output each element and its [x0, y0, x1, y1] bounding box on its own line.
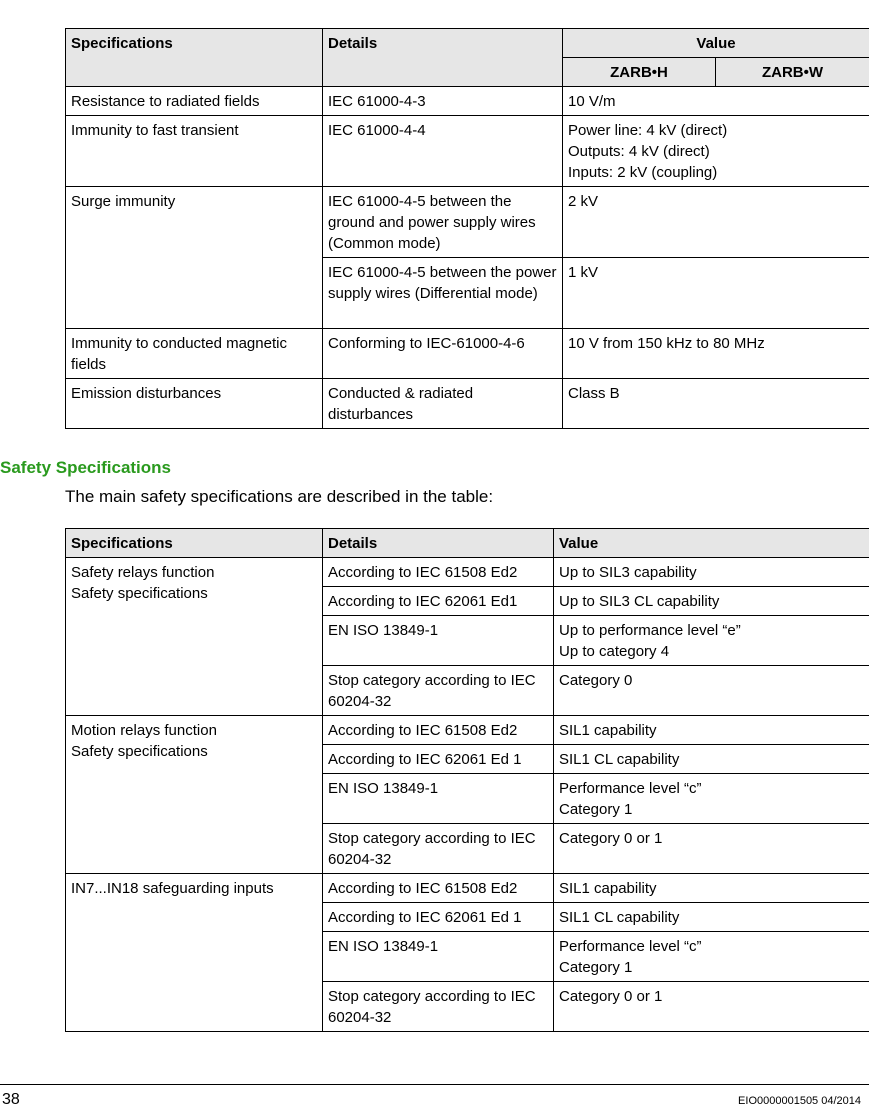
spec-line: Safety specifications [71, 583, 317, 604]
table-row [66, 329, 869, 379]
value-cell: 10 V/m [563, 87, 869, 116]
table-row [66, 716, 869, 745]
header-details: Details [323, 529, 554, 558]
spec-cell [66, 558, 323, 716]
value-cell: Up to SIL3 CL capability [554, 587, 869, 616]
value-cell: SIL1 capability [554, 874, 869, 903]
footer-divider [0, 1084, 869, 1085]
spec-line: IN7...IN18 safeguarding inputs [71, 878, 317, 899]
details-cell: Conforming to IEC-61000-4-6 [323, 329, 563, 379]
spec-cell [66, 716, 323, 874]
value-cell: 10 V from 150 kHz to 80 MHz [563, 329, 869, 379]
value-cell: SIL1 CL capability [554, 745, 869, 774]
spec-cell: Immunity to conducted magnetic fields [66, 329, 323, 379]
spec-line: Safety specifications [71, 741, 317, 762]
value-cell: 1 kV [563, 258, 869, 329]
details-cell: IEC 61000-4-4 [323, 116, 563, 187]
header-details: Details [323, 29, 563, 87]
safety-spec-table [65, 528, 869, 1032]
spec-cell: Emission disturbances [66, 379, 323, 429]
details-cell: IEC 61000-4-5 between the ground and power supply wires (Common mode) [323, 187, 563, 258]
header-value: Value [563, 29, 869, 58]
value-line: Up to category 4 [559, 641, 864, 662]
spec-cell: Resistance to radiated fields [66, 87, 323, 116]
value-cell [563, 116, 869, 187]
spec-cell: Immunity to fast transient [66, 116, 323, 187]
spec-line: Motion relays function [71, 720, 317, 741]
details-cell: EN ISO 13849-1 [323, 932, 554, 982]
table-row [66, 379, 869, 429]
value-cell [554, 932, 869, 982]
section-intro: The main safety specifications are described in the table: [65, 487, 493, 507]
document-reference: EIO0000001505 04/2014 [738, 1095, 861, 1107]
details-cell: According to IEC 61508 Ed2 [323, 874, 554, 903]
details-cell: According to IEC 62061 Ed 1 [323, 903, 554, 932]
details-cell: According to IEC 62061 Ed1 [323, 587, 554, 616]
value-line: Performance level “c” [559, 778, 864, 799]
section-heading: Safety Specifications [0, 458, 171, 478]
details-cell: IEC 61000-4-5 between the power supply wires (Differential mode) [323, 258, 563, 329]
header-specifications: Specifications [66, 29, 323, 87]
details-cell: According to IEC 62061 Ed 1 [323, 745, 554, 774]
table-row [66, 87, 869, 116]
table-row [66, 187, 869, 258]
details-cell: Stop category according to IEC 60204-32 [323, 982, 554, 1032]
value-cell: 2 kV [563, 187, 869, 258]
value-cell: Category 0 [554, 666, 869, 716]
header-value: Value [554, 529, 869, 558]
spec-line: Safety relays function [71, 562, 317, 583]
value-line: Inputs: 2 kV (coupling) [568, 162, 864, 183]
spec-cell [66, 874, 323, 1032]
details-cell: Stop category according to IEC 60204-32 [323, 824, 554, 874]
value-line: Up to performance level “e” [559, 620, 864, 641]
value-cell: SIL1 CL capability [554, 903, 869, 932]
details-cell: Conducted & radiated disturbances [323, 379, 563, 429]
value-cell: Category 0 or 1 [554, 824, 869, 874]
details-cell: EN ISO 13849-1 [323, 774, 554, 824]
value-line: Power line: 4 kV (direct) [568, 120, 864, 141]
value-cell: Class B [563, 379, 869, 429]
table-row [66, 116, 869, 187]
details-cell: Stop category according to IEC 60204-32 [323, 666, 554, 716]
spec-cell: Surge immunity [66, 187, 323, 329]
value-cell: Category 0 or 1 [554, 982, 869, 1032]
emc-spec-table [65, 28, 869, 429]
details-cell: According to IEC 61508 Ed2 [323, 558, 554, 587]
details-cell: IEC 61000-4-3 [323, 87, 563, 116]
value-line: Category 1 [559, 799, 864, 820]
details-cell: EN ISO 13849-1 [323, 616, 554, 666]
page-number: 38 [2, 1091, 20, 1109]
table-row [66, 874, 869, 903]
value-cell [554, 616, 869, 666]
value-cell: SIL1 capability [554, 716, 869, 745]
value-line: Outputs: 4 kV (direct) [568, 141, 864, 162]
header-zarb-h: ZARB•H [563, 58, 716, 87]
header-zarb-w: ZARB•W [716, 58, 869, 87]
header-specifications: Specifications [66, 529, 323, 558]
value-line: Category 1 [559, 957, 864, 978]
table-row [66, 558, 869, 587]
value-line: Performance level “c” [559, 936, 864, 957]
value-cell [554, 774, 869, 824]
details-cell: According to IEC 61508 Ed2 [323, 716, 554, 745]
value-cell: Up to SIL3 capability [554, 558, 869, 587]
